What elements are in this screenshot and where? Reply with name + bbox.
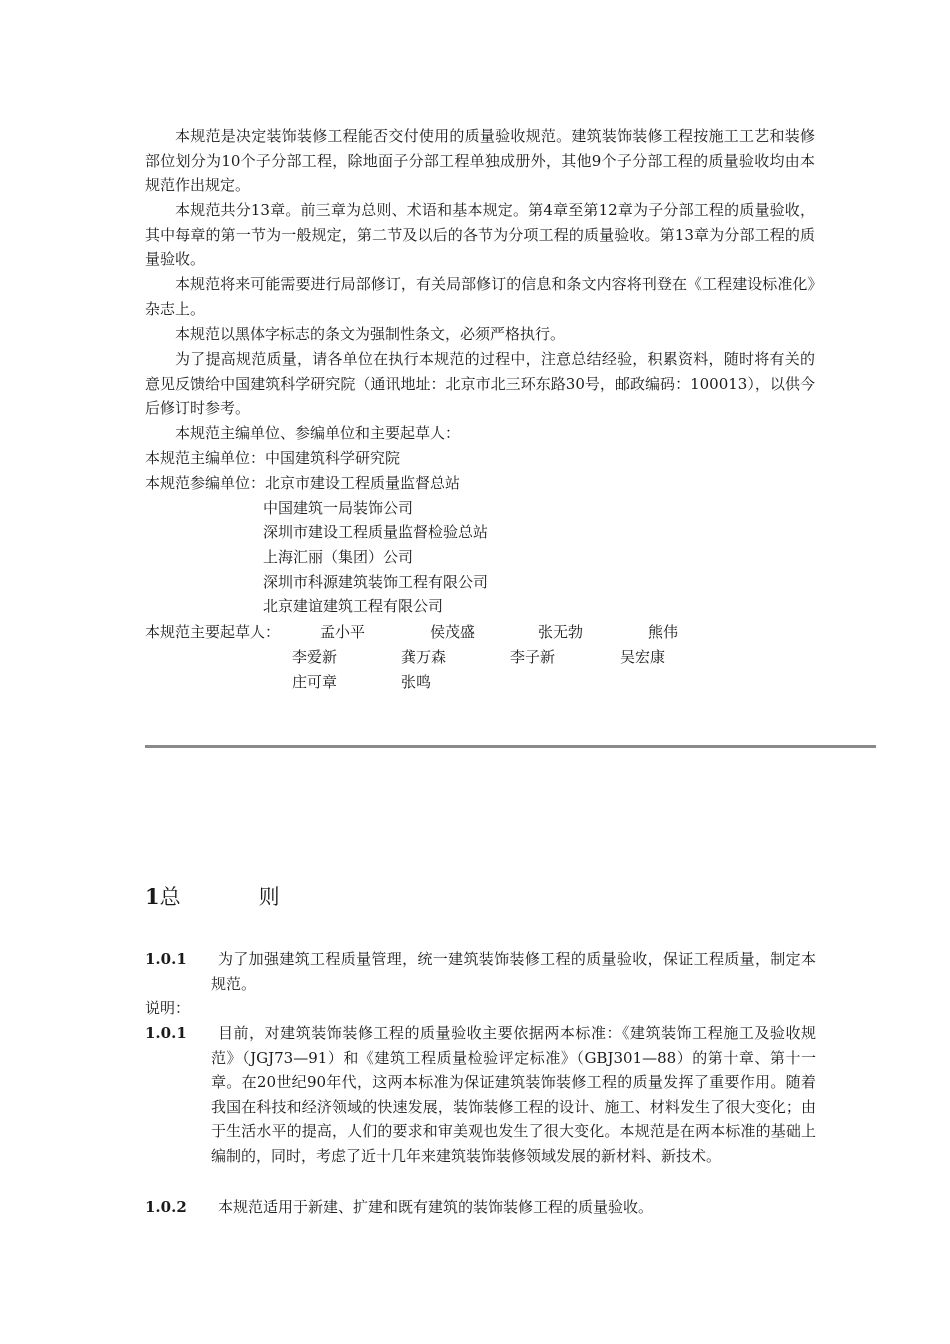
participating-unit: 中国建筑一局装饰公司 bbox=[263, 499, 414, 517]
drafter-name: 李子新 bbox=[510, 648, 556, 666]
drafter-name: 张无勃 bbox=[538, 623, 584, 641]
preface-paragraph-units-intro: 本规范主编单位、参编单位和主要起草人： bbox=[175, 424, 461, 442]
note-clause-text bbox=[211, 1021, 816, 1169]
chapter-heading bbox=[145, 882, 280, 912]
participating-unit-line: 本规范参编单位：北京市建设工程质量监督总站 bbox=[145, 474, 461, 492]
clause-text-body: 为了加强建筑工程质量管理，统一建筑装饰装修工程的质量验收，保证工程质量，制定本规范。 bbox=[211, 950, 816, 993]
participating-unit: 深圳市建设工程质量监督检验总站 bbox=[263, 523, 489, 541]
clause-number: 1.0.1 bbox=[145, 950, 187, 968]
preface-paragraph-revision: 本规范将来可能需要进行局部修订，有关局部修订的信息和条文内容将刊登在《工程建设标准化》杂志上。 bbox=[145, 275, 815, 318]
drafter-name: 张鸣 bbox=[401, 673, 432, 691]
drafter-name: 龚万森 bbox=[401, 648, 447, 666]
drafter-name: 吴宏康 bbox=[620, 648, 666, 666]
clause-text bbox=[211, 1195, 816, 1220]
chapter-number: 1 bbox=[145, 884, 160, 909]
drafter-name: 庄可章 bbox=[292, 673, 338, 691]
chapter-title-part: 总 bbox=[159, 885, 181, 909]
note-label: 说明： bbox=[145, 999, 191, 1017]
note-clause-text-body: 目前，对建筑装饰装修工程的质量验收主要依据两本标准：《建筑装饰工程施工及验收规范》（JGJ73—91）和《建筑工程质量检验评定标准》（GBJ301—88）的第十章、第十一章。在20世纪90年代，这两本标准为保证建筑装饰装修工程的质量发挥了重要作用。随着我国在科技和经济领域的快速发展，装饰装修工程的设计、施工、材料发生了很大变化；由于生活水平的提高，人们的要求和审美观也发生了很大变化。本规范是在两本标准的基础上编制的，同时，考虑了近十几年来建筑装饰装修领域发展的新材料、新技术。 bbox=[211, 1024, 816, 1165]
drafter-name: 侯茂盛 bbox=[430, 623, 476, 641]
participating-unit: 北京建谊建筑工程有限公司 bbox=[263, 597, 444, 615]
participating-unit: 深圳市科源建筑装饰工程有限公司 bbox=[263, 573, 489, 591]
participating-unit: 上海汇丽（集团）公司 bbox=[263, 548, 414, 566]
preface-paragraph-scope: 本规范是决定装饰装修工程能否交付使用的质量验收规范。建筑装饰装修工程按施工工艺和装修部位划分为10个子分部工程，除地面子分部工程单独成册外，其他9个子分部工程的质量验收均由本规范作出规定。 bbox=[145, 127, 815, 195]
section-divider bbox=[145, 745, 876, 748]
clause-text bbox=[211, 947, 816, 996]
clause-text-body: 本规范适用于新建、扩建和既有建筑的装饰装修工程的质量验收。 bbox=[218, 1198, 654, 1216]
drafter-name: 李爱新 bbox=[292, 648, 338, 666]
preface-paragraph-mandatory: 本规范以黑体字标志的条文为强制性条文，必须严格执行。 bbox=[175, 325, 566, 343]
chief-unit-line: 本规范主编单位：中国建筑科学研究院 bbox=[145, 449, 401, 467]
preface-paragraph-feedback: 为了提高规范质量，请各单位在执行本规范的过程中，注意总结经验，积累资料，随时将有关的意见反馈给中国建筑科学研究院（通讯地址：北京市北三环东路30号，邮政编码：100013），以供今后修订时参考。 bbox=[145, 350, 815, 418]
drafter-name: 熊伟 bbox=[648, 623, 679, 641]
drafter-name: 孟小平 bbox=[320, 623, 366, 641]
drafters-label: 本规范主要起草人： bbox=[145, 623, 281, 641]
clause-number: 1.0.2 bbox=[145, 1198, 187, 1216]
preface-paragraph-structure: 本规范共分13章。前三章为总则、术语和基本规定。第4章至第12章为子分部工程的质量验收，其中每章的第一节为一般规定，第二节及以后的各节为分项工程的质量验收。第13章为分部工程的质量验收。 bbox=[145, 201, 815, 269]
chapter-title-part: 则 bbox=[258, 885, 280, 909]
note-clause-number: 1.0.1 bbox=[145, 1024, 187, 1042]
